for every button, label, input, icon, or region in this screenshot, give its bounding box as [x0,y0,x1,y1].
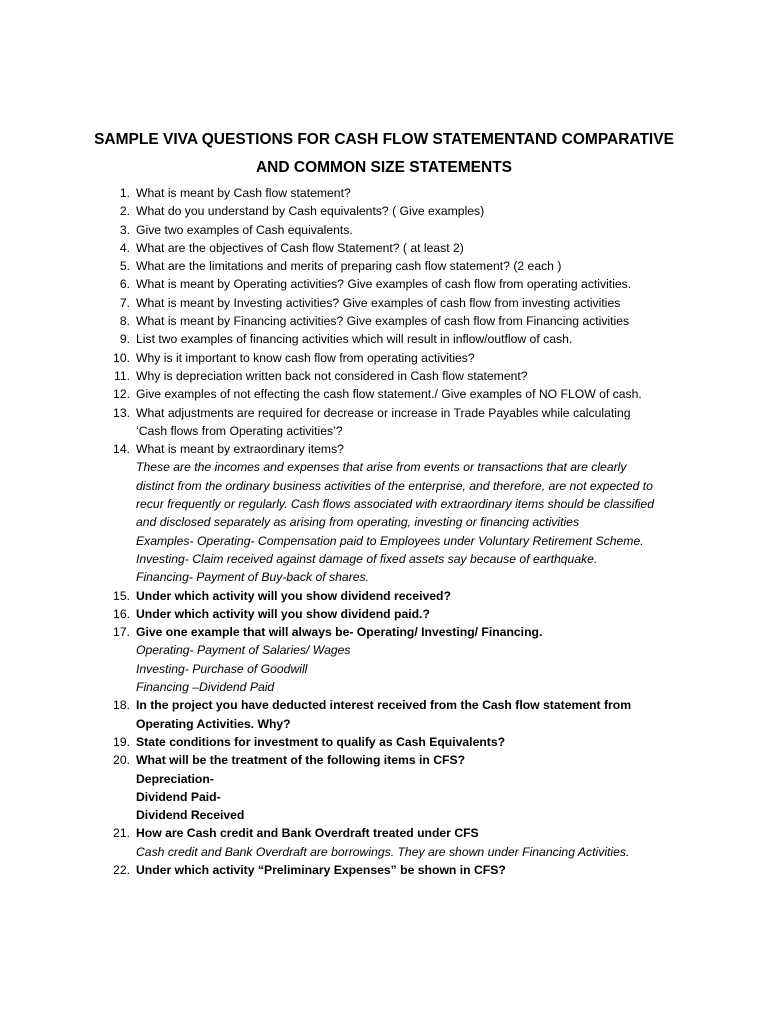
question-item [110,367,710,385]
question-text: What is meant by Cash flow statement? [136,186,351,200]
question-number: 19. [113,734,130,749]
question-item [110,605,710,623]
answer-line: distinct from the ordinary business activities of the enterprise, and therefore, are not expected to [136,478,653,493]
title-line-2: AND COMMON SIZE STATEMENTS [255,159,513,176]
question-number: 3. [119,222,130,237]
answer-line: Cash credit and Bank Overdraft are borrowings. They are shown under Financing Activities. [136,844,630,859]
question-number: 14. [113,442,130,457]
question-number: 18. [113,698,130,713]
question-item [110,385,710,403]
question-text-continued: ‘Cash flows from Operating activities’? [136,423,343,438]
question-text: What is meant by Financing activities? Give examples of cash flow from Financing activities [136,314,630,329]
question-text: What is meant by Investing activities? Give examples of cash flow from investing activities [136,295,621,310]
question-item [110,733,710,751]
question-item [110,221,710,239]
question-number: 21. [113,826,130,841]
question-number: 10. [113,350,130,365]
question-item [110,294,710,312]
question-item [110,696,710,733]
answer-line: and disclosed separately as arising from operating, investing or financing activities [136,515,580,530]
question-text: Why is depreciation written back not considered in Cash flow statement? [136,368,528,383]
question-item [110,184,710,202]
question-item [110,623,710,696]
question-text: List two examples of financing activities which will result in inflow/outflow of cash. [136,332,573,347]
question-item [110,440,710,586]
question-text: Under which activity “Preliminary Expenses” be shown in CFS? [136,862,506,877]
question-item [110,239,710,257]
question-text: What is meant by extraordinary items? [136,442,344,457]
question-number: 8. [119,314,130,329]
question-text: Why is it important to know cash flow from operating activities? [136,350,475,365]
question-text-continued: Operating Activities. Why? [136,716,291,731]
question-number: 7. [119,295,130,310]
question-text: What is meant by Operating activities? Give examples of cash flow from operating activities. [136,277,632,292]
question-text: Give one example that will always be- Operating/ Investing/ Financing. [136,625,543,640]
question-item [110,349,710,367]
question-number: 11. [113,368,130,383]
answer-line: Examples- Operating- Compensation paid to Employees under Voluntary Retirement Scheme. [136,533,644,548]
question-number: 6. [119,277,130,292]
question-number: 13. [113,405,130,420]
answer-line: recur frequently or regularly. Cash flows associated with extraordinary items should be classified [136,497,654,512]
answer-line: Operating- Payment of Salaries/ Wages [136,643,351,658]
answer-line: Investing- Purchase of Goodwill [136,661,308,676]
answer-line: Investing- Claim received against damage of fixed assets say because of earthquake. [136,551,598,566]
question-text: Give examples of not effecting the cash flow statement./ Give examples of NO FLOW of cash. [136,387,642,402]
answer-line: These are the incomes and expenses that arise from events or transactions that are clearly [136,460,627,475]
question-number: 2. [119,204,130,219]
question-item [110,587,710,605]
question-text: What are the objectives of Cash flow Statement? ( at least 2) [136,240,464,255]
question-item [110,824,710,861]
question-item [110,751,710,824]
question-number: 12. [113,387,130,402]
title-line-1: SAMPLE VIVA QUESTIONS FOR CASH FLOW STATEMENTAND COMPARATIVE [94,131,674,148]
question-item [110,330,710,348]
question-number: 22. [113,862,130,877]
question-text: What will be the treatment of the following items in CFS? [136,753,466,768]
question-item [110,404,710,441]
question-item [110,202,710,220]
question-text: Give two examples of Cash equivalents. [136,222,353,237]
answer-line: Financing –Dividend Paid [136,680,275,695]
question-text: How are Cash credit and Bank Overdraft treated under CFS [136,826,479,841]
question-number: 15. [113,588,130,603]
question-number: 1. [119,186,130,200]
sub-item: Dividend Received [136,808,245,823]
question-item [110,257,710,275]
question-number: 5. [119,259,130,274]
sub-item: Depreciation- [136,771,214,786]
question-number: 17. [113,625,130,640]
question-number: 16. [113,606,130,621]
question-item [110,861,710,879]
question-text: Under which activity will you show dividend received? [136,588,451,603]
question-number: 20. [113,753,130,768]
question-text: What do you understand by Cash equivalents? ( Give examples) [136,204,485,219]
question-text: What adjustments are required for decrease or increase in Trade Payables while calculating [136,405,631,420]
question-text: What are the limitations and merits of preparing cash flow statement? (2 each ) [136,259,562,274]
sub-item: Dividend Paid- [136,789,221,804]
question-item [110,312,710,330]
question-number: 9. [119,332,130,347]
question-text: Under which activity will you show dividend paid.? [136,606,430,621]
question-number: 4. [119,240,130,255]
question-text: In the project you have deducted interest received from the Cash flow statement from [136,698,632,713]
question-text: State conditions for investment to qualify as Cash Equivalents? [136,734,506,749]
answer-line: Financing- Payment of Buy-back of shares. [136,570,370,585]
document-title [0,126,768,182]
question-list [110,184,710,879]
question-item [110,275,710,293]
